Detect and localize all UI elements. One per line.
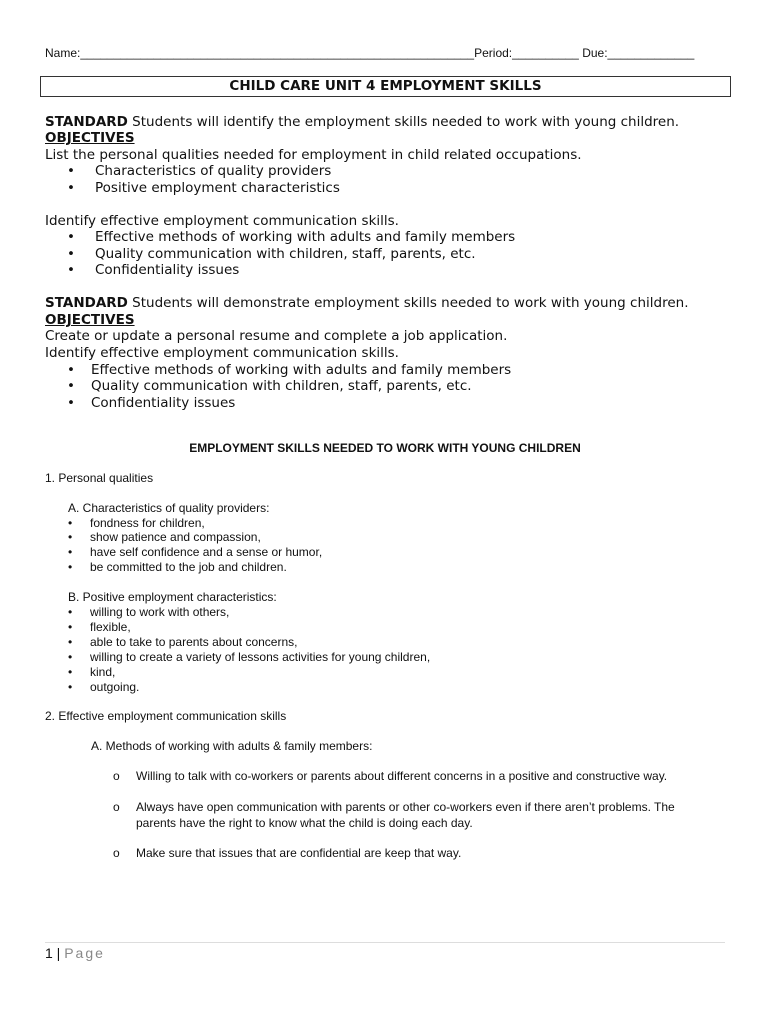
bullet-icon: • bbox=[68, 560, 73, 574]
standard-2 bbox=[45, 295, 688, 312]
objectives-2-label: OBJECTIVES bbox=[45, 312, 135, 328]
footer-separator: | bbox=[52, 945, 65, 961]
bullet-icon: • bbox=[67, 395, 75, 411]
bullet-icon: • bbox=[67, 246, 75, 262]
document-page: Name:___________________________________________________________Period:__________ Due:_____________ CHILD CARE UNIT 4 EMPLOYMENT SKILLS STANDARD Students will identify the employment skills needed to work with young children. OBJECTIVES List the personal qualities needed for employment in child related occupations. • Characteristics of quality providers • Positive employment characteristics Identify effective employment communication skills. • Effective methods of working with adults and family members • Quality communication with children, staff, parents, etc. • Confidentiality issues STANDARD Students will demonstrate employment skills needed to work with young children. OBJECTIVES Create or update a personal resume and complete a job application. Identify effective employment communication skills. • Effective methods of working with adults and family members • Quality communication with children, staff, parents, etc. • Confidentiality issues EMPLOYMENT SKILLS NEEDED TO WORK WITH YOUNG CHILDREN 1. Personal qualities A. Characteristics of quality providers: • fondness for children, • show patience and compassion, • have self confidence and a sense or humor, • be committed to the job and children. B. Positive employment characteristics: • willing to work with others, • flexible, • able to take to parents about concerns, • willing to create a variety of lessons activities for young children, • kind, • outgoing. 2. Effective employment communication skills A. Methods of working with adults & family members: o Willing to talk with co-workers or parents about different concerns in a positive and constructive way. o Always have open communication with parents or other co-workers even if there aren’t problems. The parents have the right to know what the child is doing each day. o Make sure that issues that are confidential are keep that way. 1 | Page bbox=[0, 0, 770, 1024]
standard-2-text: Students will demonstrate employment skills needed to work with young children. bbox=[127, 295, 689, 311]
part-1-heading: 1. Personal qualities bbox=[45, 471, 154, 485]
objective-2-1: Create or update a personal resume and complete a job application. bbox=[45, 328, 508, 344]
bullet-icon: • bbox=[68, 605, 73, 619]
bullet-icon: • bbox=[68, 545, 73, 559]
page-title: CHILD CARE UNIT 4 EMPLOYMENT SKILLS bbox=[40, 76, 731, 97]
objective-1-1: List the personal qualities needed for employment in child related occupations. bbox=[45, 147, 582, 163]
bullet-icon: • bbox=[67, 180, 75, 196]
bullet-icon: • bbox=[67, 163, 75, 179]
bullet-icon: • bbox=[67, 229, 75, 245]
standard-1-text: Students will identify the employment skills needed to work with young children. bbox=[127, 114, 680, 130]
bullet-icon: • bbox=[68, 516, 73, 530]
objective-1-2: Identify effective employment communication skills. bbox=[45, 213, 399, 229]
name-period-due-line: Name:___________________________________________________________Period:__________ Due:_____________ bbox=[45, 46, 695, 60]
circle-bullet-icon: o bbox=[113, 846, 120, 860]
bullet-icon: • bbox=[68, 650, 73, 664]
bullet-icon: • bbox=[67, 262, 75, 278]
part-2a-heading: A. Methods of working with adults & family members: bbox=[91, 739, 373, 753]
bullet-icon: • bbox=[67, 362, 75, 378]
part-1b-heading: B. Positive employment characteristics: bbox=[68, 590, 277, 604]
bullet-icon: • bbox=[67, 378, 75, 394]
part-1a-heading: A. Characteristics of quality providers: bbox=[68, 501, 270, 515]
footer-divider bbox=[45, 942, 725, 943]
standard-1 bbox=[45, 114, 679, 131]
section-heading: EMPLOYMENT SKILLS NEEDED TO WORK WITH YOUNG CHILDREN bbox=[189, 441, 581, 455]
objectives-1-label: OBJECTIVES bbox=[45, 130, 135, 146]
bullet-icon: • bbox=[68, 620, 73, 634]
circle-bullet-icon: o bbox=[113, 800, 120, 814]
bullet-icon: • bbox=[68, 635, 73, 649]
standard-1-label: STANDARD bbox=[45, 114, 128, 130]
bullet-icon: • bbox=[68, 665, 73, 679]
page-footer bbox=[45, 945, 105, 961]
page-number: 1 bbox=[45, 945, 53, 961]
circle-bullet-icon: o bbox=[113, 769, 120, 783]
standard-2-label: STANDARD bbox=[45, 295, 128, 311]
bullet-icon: • bbox=[68, 680, 73, 694]
objective-2-2: Identify effective employment communication skills. bbox=[45, 345, 399, 361]
part-2-heading: 2. Effective employment communication skills bbox=[45, 709, 287, 723]
bullet-icon: • bbox=[68, 530, 73, 544]
page-label: Page bbox=[64, 945, 105, 961]
